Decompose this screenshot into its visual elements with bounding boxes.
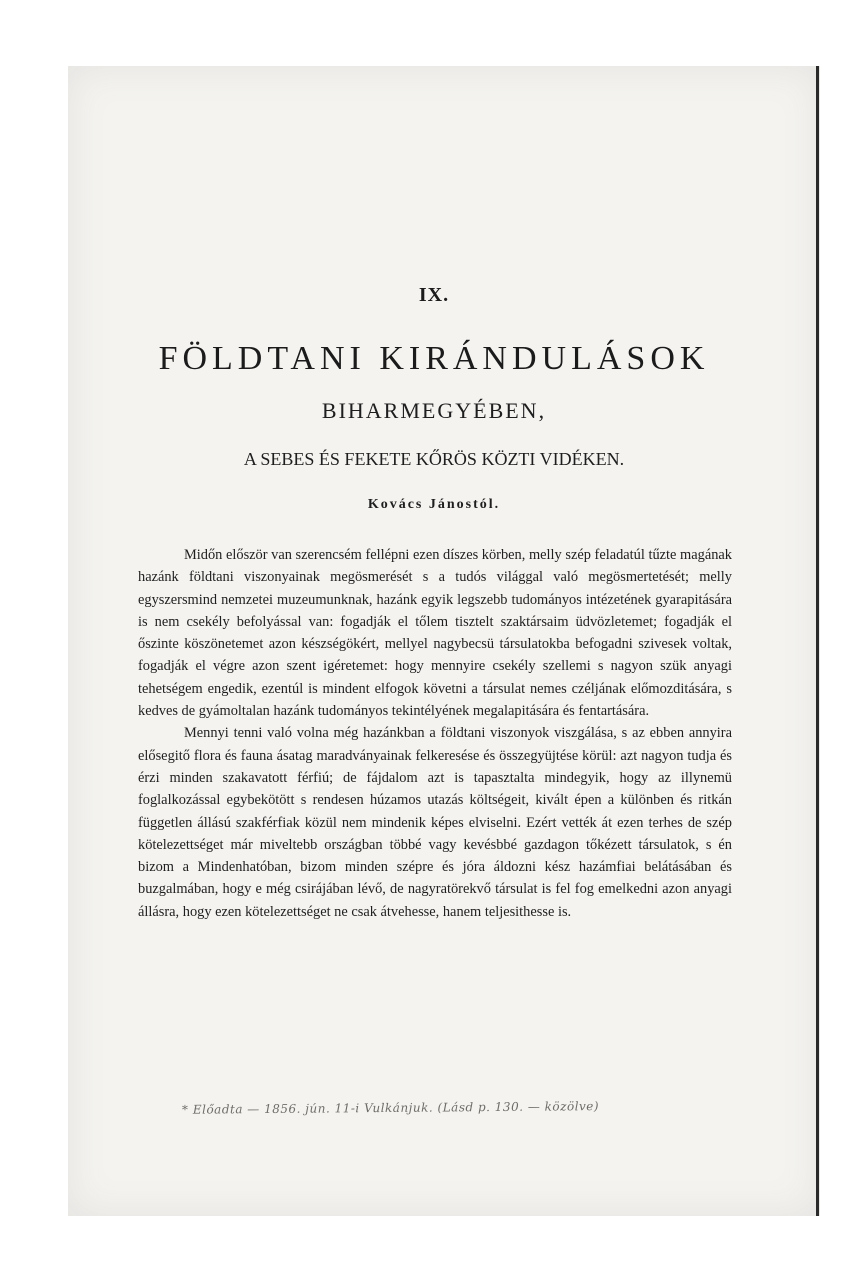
article-body	[138, 544, 732, 923]
paragraph-1: Midőn először van szerencsém fellépni ezen díszes körben, melly szép feladatúl tűzte magának hazánk földtani viszonyainak megösmerését s a tudós világgal való megösmertetését; melly egyszersmind nemzetei muzeumunknak, hazánk egyik legszebb tudományos intézetének gyarapitására is nem csekély befolyással van: fogadják el tőlem tisztelt szaktársaim üdvözletemet; fogadják el őszinte köszönetemet azon készségökért, mellyel nagybecsü társulatokba befogadni szivesek voltak, fogadják el végre azon szent igéretemet: hogy mennyire csekély szellemi s nagyon szük anyagi tehetségem engedik, ezentúl is mindent elfogok követni a társulat nemes czéljának előmozditására, s kedves de gyámoltalan hazánk tudományos tekintélyének megalapitására és fentartására.	[138, 547, 732, 720]
handwritten-footnote: * Előadta — 1856. jún. 11-i Vulkánjuk. (Lásd p. 130. — közölve)	[181, 1099, 600, 1117]
section-numeral: IX.	[418, 284, 450, 306]
article-subtitle: BIHARMEGYÉBEN,	[321, 398, 547, 423]
article-subtitle-region: A SEBES ÉS FEKETE KŐRÖS KÖZTI VIDÉKEN.	[243, 449, 625, 469]
paragraph-2: Mennyi tenni való volna még hazánkban a földtani viszonyok viszgálása, s az ebben annyira elősegitő flora és fauna ásatag maradványainak felkeresése és összegyüjtése körül: azt nagyon tudja és érzi minden szakavatott férfiú; de fájdalom azt is tapasztalta mindegyik, hogy az illynemü foglalkozással egybekötött s rendesen húzamos utazás költségeit, kivált épen a különben és ritkán független állású szakférfiak közül nem mindenik képes elviselni. Ezért vették át ezen terhes de szép kötelezettséget már miveltebb országban többé vagy kevésbbé gazdagon tőkézett társulatok, s én bizom a Mindenhatóban, bizom minden szépre és jóra áldozni kész hazámfiai belátásában és buzgalmában, hogy e még csirájában lévő, de nagyratörekvő társulat is fel fog emelkedni azon anyagi állásra, hogy ezen kötelezettséget ne csak átvehesse, hanem teljesithesse is.	[138, 725, 732, 920]
article-title: FÖLDTANI KIRÁNDULÁSOK	[158, 340, 710, 377]
article-author: Kovács Jánostól.	[367, 497, 501, 512]
page-edge	[816, 66, 819, 1216]
